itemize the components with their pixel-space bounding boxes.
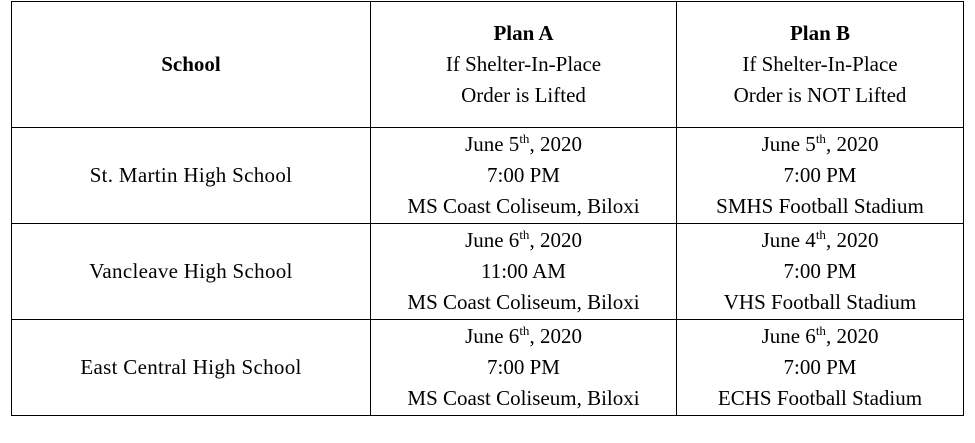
plan-b-date-year: , 2020 xyxy=(825,132,879,156)
plan-a-date-year: , 2020 xyxy=(529,228,582,252)
plan-b-date-day: June 5 xyxy=(761,132,816,156)
header-school: School xyxy=(161,52,221,76)
school-cell xyxy=(12,128,371,224)
plan-b-time: 7:00 PM xyxy=(783,259,857,283)
plan-b-time: 7:00 PM xyxy=(783,163,857,187)
header-plan-a-title: Plan A xyxy=(493,21,554,45)
plan-a-time: 11:00 AM xyxy=(481,259,566,283)
table-row xyxy=(12,320,964,416)
plan-b-date-year: , 2020 xyxy=(825,324,879,348)
header-plan-a-line1: If Shelter-In-Place xyxy=(445,52,602,76)
plan-a-date xyxy=(371,225,676,256)
header-plan-a-line2: Order is Lifted xyxy=(461,83,586,107)
plan-a-date-suffix: th xyxy=(519,131,530,146)
plan-a-date-year: , 2020 xyxy=(529,132,582,156)
header-school-cell xyxy=(12,2,371,128)
plan-a-cell xyxy=(371,224,677,320)
header-plan-b-line1: If Shelter-In-Place xyxy=(742,52,898,76)
plan-b-date-day: June 6 xyxy=(761,324,816,348)
table-row xyxy=(12,224,964,320)
plan-a-location: MS Coast Coliseum, Biloxi xyxy=(407,290,640,314)
plan-b-date-year: , 2020 xyxy=(825,228,879,252)
school-name: St. Martin High School xyxy=(89,163,293,187)
header-row xyxy=(12,2,964,128)
header-plan-b-title: Plan B xyxy=(789,21,851,45)
plan-b-location: ECHS Football Stadium xyxy=(717,386,923,410)
school-cell xyxy=(12,320,371,416)
plan-b-date-suffix: th xyxy=(815,227,826,242)
plan-a-time: 7:00 PM xyxy=(487,355,560,379)
plan-b-date-day: June 4 xyxy=(761,228,816,252)
plan-a-date xyxy=(371,129,676,160)
plan-a-date-suffix: th xyxy=(519,323,530,338)
plan-b-cell xyxy=(677,224,964,320)
graduation-schedule-table xyxy=(11,1,964,416)
school-name: Vancleave High School xyxy=(89,259,293,283)
plan-a-cell xyxy=(371,320,677,416)
header-plan-b-line2: Order is NOT Lifted xyxy=(733,83,907,107)
plan-b-time: 7:00 PM xyxy=(783,355,857,379)
plan-a-cell xyxy=(371,128,677,224)
plan-a-date-suffix: th xyxy=(519,227,530,242)
header-plan-b-cell xyxy=(677,2,964,128)
plan-a-location: MS Coast Coliseum, Biloxi xyxy=(407,386,640,410)
plan-b-date-suffix: th xyxy=(815,131,826,146)
plan-b-date xyxy=(677,129,963,160)
plan-a-date-year: , 2020 xyxy=(529,324,582,348)
plan-b-date xyxy=(677,225,963,256)
plan-b-date xyxy=(677,321,963,352)
plan-a-date xyxy=(371,321,676,352)
plan-b-date-suffix: th xyxy=(815,323,826,338)
school-name: East Central High School xyxy=(80,355,302,379)
plan-a-date-day: June 6 xyxy=(465,228,520,252)
plan-b-cell xyxy=(677,320,964,416)
plan-a-date-day: June 5 xyxy=(465,132,520,156)
school-cell xyxy=(12,224,371,320)
header-plan-a-cell xyxy=(371,2,677,128)
plan-a-date-day: June 6 xyxy=(465,324,520,348)
plan-b-location: SMHS Football Stadium xyxy=(716,194,924,218)
plan-a-location: MS Coast Coliseum, Biloxi xyxy=(407,194,640,218)
plan-a-time: 7:00 PM xyxy=(487,163,560,187)
plan-b-location: VHS Football Stadium xyxy=(723,290,917,314)
table-row xyxy=(12,128,964,224)
plan-b-cell xyxy=(677,128,964,224)
